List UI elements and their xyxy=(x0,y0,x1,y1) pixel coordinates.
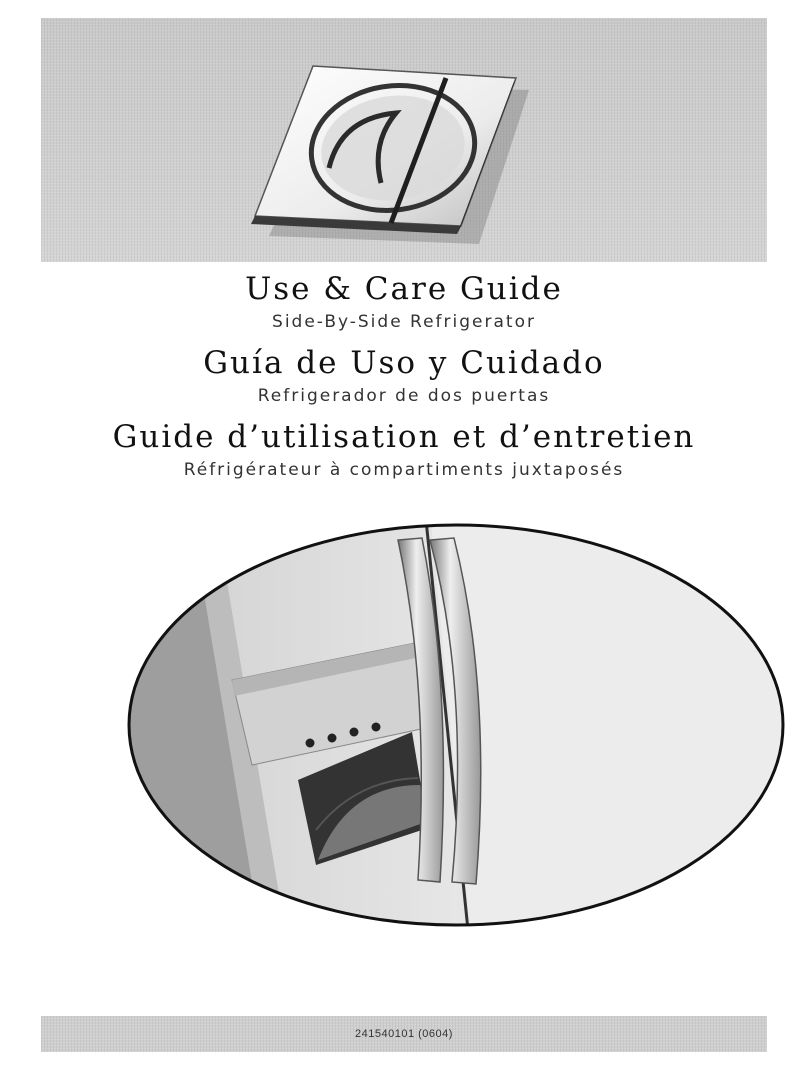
subtitle-french: Réfrigérateur à compartiments juxtaposés xyxy=(183,460,625,480)
refrigerator-dispenser-icon xyxy=(0,510,808,930)
brand-logo-icon xyxy=(41,18,767,262)
subtitle-spanish: Refrigerador de dos puertas xyxy=(257,386,551,406)
title-english: Use & Care Guide xyxy=(245,271,563,307)
header-banner xyxy=(41,18,767,262)
title-french: Guide d’utilisation et d’entretien xyxy=(112,419,696,455)
part-number: 241540101 (0604) xyxy=(355,1028,453,1040)
cover-titles xyxy=(0,262,808,490)
refrigerator-illustration xyxy=(0,510,808,930)
subtitle-english: Side-By-Side Refrigerator xyxy=(272,312,536,332)
title-spanish: Guía de Uso y Cuidado xyxy=(203,345,605,381)
footer-bar xyxy=(41,1016,767,1052)
